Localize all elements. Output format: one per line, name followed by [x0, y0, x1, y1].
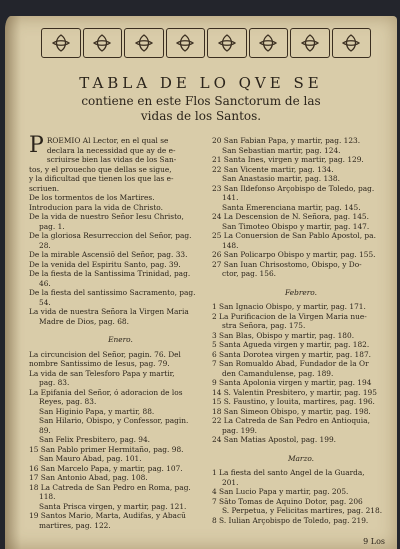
left-column: [29, 133, 212, 530]
list-item: 22 La Catreda de San Pedro en Antioquia,: [212, 416, 370, 425]
ornament-motif: [207, 28, 247, 58]
list-item: 3 San Blas, Obispo y martir, pag. 180.: [212, 330, 355, 340]
list-item: ctor, pag. 156.: [222, 269, 276, 278]
list-item: 26 San Policarpo Obispo y martir, pag. 155.: [212, 250, 376, 259]
list-item: San Timoteo Obispo y martir, pag. 147.: [222, 221, 370, 231]
list-item: pag. 83.: [39, 378, 70, 387]
list-item: 25 La Conuersion de San Pablo Apostol, pa.: [212, 231, 376, 240]
list-item: 14 S. Valentin Presbitero, y martir, pag. 195: [212, 387, 377, 397]
ornament-motif: [249, 28, 289, 58]
list-item: 6 Santa Dorotea virgen y martir, pag. 187.: [212, 349, 371, 359]
list-item: 148.: [222, 240, 239, 250]
list-item: 27 San Iuan Chrisostomo, Obispo, y Do-: [212, 259, 362, 269]
list-item: 24 La Descension de N. Señora, pag. 145.: [212, 212, 369, 221]
list-item: 16 San Marcelo Papa, y martir, pag. 107.: [29, 463, 183, 473]
list-item: Reyes, pag. 83.: [39, 397, 97, 406]
marzo-entries: [212, 468, 390, 525]
list-item: 17 San Antonio Abad, pag. 108.: [29, 473, 148, 482]
list-item: 15 S. Faustino, y Iouita, martires, pag. 196.: [212, 397, 375, 406]
list-item: den Camandulense, pag. 189.: [222, 368, 334, 378]
list-item: 20 San Fabian Papa, y martir, pag. 123.: [212, 136, 361, 145]
section-heading-marzo: Marzo.: [287, 453, 315, 463]
ornament-motif: [166, 28, 206, 58]
list-item: La vida de san Telesforo Papa y martir,: [29, 368, 175, 378]
list-item: 118.: [39, 492, 56, 501]
list-item: Santa Prisca virgen, y martir, pag. 121.: [39, 501, 187, 511]
ornament-motif: [41, 28, 81, 58]
enero-continued-entries: [212, 136, 390, 279]
list-item: 7 San Romualdo Abad, Fundador de la Or: [212, 359, 369, 368]
enero-entries: [29, 350, 212, 531]
ornament-motif: [290, 28, 330, 58]
febrero-entries: [212, 302, 390, 445]
list-item: 18 San Simeon Obispo, y martir, pag. 198.: [212, 406, 371, 416]
subtitle-line: contiene en este Flos Sanctorum de las: [81, 94, 321, 108]
ornament-motif: [83, 28, 123, 58]
list-item: 22 San Vicente martir, pag. 134.: [212, 164, 334, 174]
list-item: nombre Santissimo de Iesus, pag. 79.: [29, 359, 170, 368]
section-heading-enero: Enero.: [108, 335, 133, 344]
list-item: De la fiesta del santissimo Sacramento, pag.: [29, 288, 196, 297]
proemio-entry: [29, 133, 212, 193]
list-item: pag. 1.: [39, 221, 65, 231]
list-item: 2 La Purificacion de la Virgen Maria nue-: [212, 311, 367, 321]
list-item: 89.: [39, 425, 51, 435]
list-item: San Mauro Abad, pag. 101.: [39, 454, 142, 463]
list-item: pag. 199.: [222, 425, 258, 435]
list-item: 5 Santa Agueda virgen y martir, pag. 182.: [212, 340, 370, 349]
list-item: La vida de nuestra Señora la Virgen Maria: [29, 307, 189, 316]
list-item: San Hilario, Obispo, y Confessor, pagin.: [39, 416, 189, 425]
list-item: De la vida de nuestro Señor Iesu Christo,: [29, 212, 184, 221]
list-item: 15 San Pablo primer Hermitaño, pag. 98.: [29, 444, 184, 454]
list-item: De los tormentos de los Martires.: [29, 193, 155, 202]
proemio-line: declara la necessidad que ay de e-: [46, 145, 176, 155]
proemio-line: y la dificultad que tienen los que las e-: [29, 174, 174, 183]
catchword: 9 Los: [363, 537, 385, 546]
list-item: San Sebastian martir, pag. 124.: [222, 145, 341, 155]
list-item: 9 Santa Apolonia virgen y martir, pag. 194: [212, 378, 372, 387]
proemio-line: scriuen.: [29, 183, 60, 193]
general-entries: [29, 193, 212, 326]
list-item: 141.: [222, 193, 239, 202]
ornament-motif: [124, 28, 164, 58]
drop-cap: P: [29, 133, 44, 158]
list-item: 201.: [222, 477, 239, 487]
list-item: Introducion para la vida de Christo.: [29, 202, 163, 212]
list-item: 54.: [39, 297, 51, 307]
list-item: 7 Sāto Tomas de Aquino Dotor, pag. 206: [212, 496, 363, 506]
list-item: De la fiesta de la Santissima Trinidad, pag.: [29, 269, 191, 278]
list-item: 18 La Catreda de San Pedro en Roma, pag.: [29, 482, 191, 492]
right-column: [212, 136, 390, 525]
subtitle-line: vidas de los Santos.: [140, 109, 262, 123]
book-page: [5, 16, 397, 549]
list-item: 19 Santos Mario, Marta, Audifas, y Abacū: [29, 511, 186, 520]
list-item: San Felix Presbitero, pag. 94.: [39, 435, 151, 444]
proemio-line: tos, y el prouecho que dellas se sigue,: [29, 164, 172, 174]
list-item: stra Señora, pag. 175.: [222, 321, 306, 330]
list-item: 21 Santa Ines, virgen y martir, pag. 129.: [212, 155, 364, 164]
list-item: 24 San Matias Apostol, pag. 199.: [212, 435, 337, 444]
list-item: martires, pag. 122.: [39, 520, 111, 530]
list-item: La Epifania del Señor, ó adoracion de los: [29, 387, 183, 397]
proemio-line: scriuirse bien las vidas de los San-: [46, 155, 177, 164]
section-heading-febrero: Febrero.: [285, 287, 317, 297]
list-item: 8 S. Iulian Arçobispo de Toledo, pag. 219.: [212, 515, 369, 525]
list-item: San Higinio Papa, y martir, 88.: [39, 406, 155, 416]
list-item: De la venida del Espiritu Santo, pag. 39.: [29, 259, 181, 269]
page-subtitle: [5, 94, 397, 124]
page-title: TABLA DE LO QVE SE: [79, 74, 323, 92]
list-item: De la gloriosa Resurreccion del Señor, pag.: [29, 231, 192, 240]
list-item: 28.: [39, 240, 51, 250]
list-item: Santa Emerenciana martir, pag. 145.: [222, 202, 361, 212]
list-item: 46.: [39, 278, 51, 288]
decorative-header-band: [41, 28, 371, 58]
list-item: 4 San Lucio Papa y martir, pag. 205.: [212, 487, 349, 496]
proemio-line: ROEMIO Al Lector, en el qual se: [46, 136, 169, 145]
ornament-motif: [332, 28, 372, 58]
list-item: San Anastasio martir, pag. 138.: [222, 174, 340, 183]
list-item: 1 San Ignacio Obispo, y martir, pag. 171.: [212, 302, 366, 311]
list-item: Madre de Dios, pag. 68.: [39, 316, 129, 326]
list-item: S. Perpetua, y Felicitas martires, pag. 218.: [222, 506, 383, 515]
list-item: De la mirable Ascensiō del Señor, pag. 33.: [29, 250, 188, 259]
list-item: 1 La fiesta del santo Angel de la Guarda,: [212, 468, 365, 477]
list-item: La circuncision del Señor, pagin. 76. Del: [29, 349, 181, 359]
list-item: 23 San Ildefonso Arçobispo de Toledo, pag.: [212, 183, 375, 193]
